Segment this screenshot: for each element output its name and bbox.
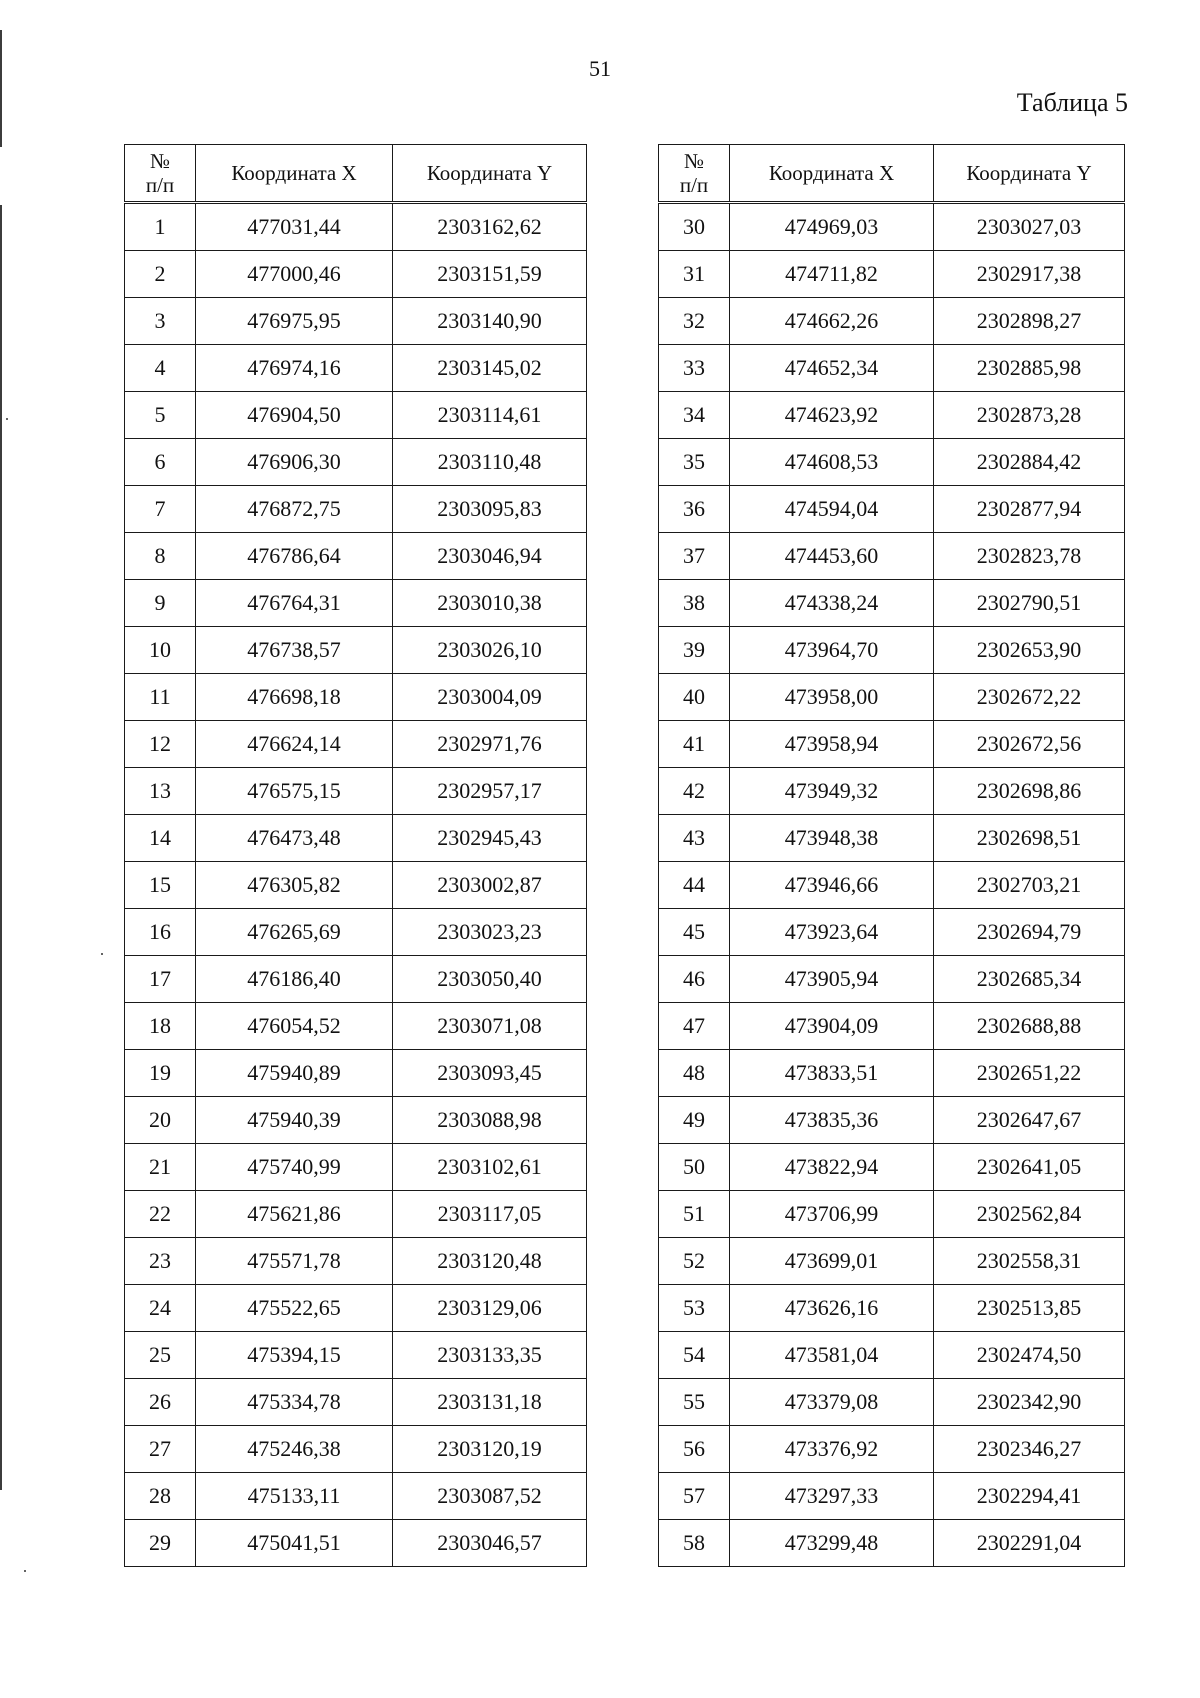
cell-coordinate-x: 476975,95 (196, 298, 393, 345)
cell-point-number: 52 (659, 1238, 730, 1285)
cell-point-number: 41 (659, 721, 730, 768)
cell-coordinate-y: 2302346,27 (934, 1426, 1125, 1473)
cell-coordinate-x: 476305,82 (196, 862, 393, 909)
table-row (125, 1285, 587, 1332)
cell-coordinate-y: 2302653,90 (934, 627, 1125, 674)
cell-point-number: 35 (659, 439, 730, 486)
cell-coordinate-x: 473948,38 (730, 815, 934, 862)
table-row (125, 298, 587, 345)
header-number-sign: № (683, 148, 705, 173)
cell-point-number: 47 (659, 1003, 730, 1050)
cell-coordinate-y: 2303046,94 (393, 533, 587, 580)
table-caption: Таблица 5 (1016, 88, 1128, 117)
cell-point-number: 31 (659, 251, 730, 298)
header-coordinate-x: Координата X (730, 145, 934, 203)
table-row (659, 580, 1125, 627)
cell-coordinate-x: 476186,40 (196, 956, 393, 1003)
cell-coordinate-y: 2303093,45 (393, 1050, 587, 1097)
cell-coordinate-x: 473379,08 (730, 1379, 934, 1426)
cell-coordinate-x: 474711,82 (730, 251, 934, 298)
cell-point-number: 29 (125, 1520, 196, 1567)
cell-point-number: 44 (659, 862, 730, 909)
scan-speck (6, 418, 8, 420)
table-row (659, 1332, 1125, 1379)
table-row (659, 439, 1125, 486)
cell-coordinate-x: 473626,16 (730, 1285, 934, 1332)
table-row (125, 1144, 587, 1191)
header-coordinate-y: Координата Y (934, 145, 1125, 203)
table-row (659, 251, 1125, 298)
cell-point-number: 20 (125, 1097, 196, 1144)
cell-coordinate-x: 473822,94 (730, 1144, 934, 1191)
cell-coordinate-y: 2303129,06 (393, 1285, 587, 1332)
cell-point-number: 46 (659, 956, 730, 1003)
cell-coordinate-y: 2303004,09 (393, 674, 587, 721)
cell-coordinate-x: 473835,36 (730, 1097, 934, 1144)
cell-coordinate-x: 475246,38 (196, 1426, 393, 1473)
cell-coordinate-x: 477000,46 (196, 251, 393, 298)
table-row (659, 486, 1125, 533)
header-coordinate-y: Координата Y (393, 145, 587, 203)
cell-coordinate-y: 2303114,61 (393, 392, 587, 439)
cell-coordinate-y: 2302898,27 (934, 298, 1125, 345)
cell-point-number: 28 (125, 1473, 196, 1520)
cell-coordinate-y: 2303120,19 (393, 1426, 587, 1473)
cell-coordinate-x: 475522,65 (196, 1285, 393, 1332)
cell-coordinate-y: 2302294,41 (934, 1473, 1125, 1520)
cell-coordinate-x: 474623,92 (730, 392, 934, 439)
cell-coordinate-x: 476738,57 (196, 627, 393, 674)
cell-coordinate-x: 476473,48 (196, 815, 393, 862)
cell-coordinate-y: 2302945,43 (393, 815, 587, 862)
table-row (659, 1144, 1125, 1191)
cell-coordinate-y: 2302790,51 (934, 580, 1125, 627)
cell-coordinate-y: 2303087,52 (393, 1473, 587, 1520)
table-row (659, 1003, 1125, 1050)
cell-coordinate-y: 2303151,59 (393, 251, 587, 298)
cell-point-number: 6 (125, 439, 196, 486)
cell-point-number: 14 (125, 815, 196, 862)
cell-coordinate-x: 476906,30 (196, 439, 393, 486)
table-row (659, 956, 1125, 1003)
table-row (659, 1050, 1125, 1097)
cell-coordinate-x: 473699,01 (730, 1238, 934, 1285)
table-row (125, 1238, 587, 1285)
table-row (659, 1379, 1125, 1426)
table-row (659, 392, 1125, 439)
cell-coordinate-y: 2302698,51 (934, 815, 1125, 862)
table-row (659, 768, 1125, 815)
cell-coordinate-y: 2302823,78 (934, 533, 1125, 580)
table-row (125, 486, 587, 533)
page-number: 51 (589, 56, 611, 81)
cell-point-number: 58 (659, 1520, 730, 1567)
cell-coordinate-y: 2303046,57 (393, 1520, 587, 1567)
table-body-right (659, 203, 1125, 1567)
table-row (659, 298, 1125, 345)
cell-coordinate-y: 2302558,31 (934, 1238, 1125, 1285)
table-row (125, 956, 587, 1003)
table-row (659, 674, 1125, 721)
table-row (659, 533, 1125, 580)
table-row (125, 1379, 587, 1426)
table-row (659, 1426, 1125, 1473)
cell-coordinate-y: 2303027,03 (934, 203, 1125, 251)
cell-point-number: 49 (659, 1097, 730, 1144)
cell-point-number: 3 (125, 298, 196, 345)
cell-point-number: 39 (659, 627, 730, 674)
cell-coordinate-x: 473904,09 (730, 1003, 934, 1050)
table-body-left (125, 203, 587, 1567)
cell-coordinate-y: 2302884,42 (934, 439, 1125, 486)
cell-coordinate-y: 2302513,85 (934, 1285, 1125, 1332)
cell-point-number: 30 (659, 203, 730, 251)
cell-coordinate-x: 474608,53 (730, 439, 934, 486)
cell-point-number: 54 (659, 1332, 730, 1379)
scan-speck (101, 953, 103, 955)
table-row (125, 1426, 587, 1473)
cell-coordinate-x: 473297,33 (730, 1473, 934, 1520)
cell-point-number: 43 (659, 815, 730, 862)
cell-point-number: 10 (125, 627, 196, 674)
cell-coordinate-y: 2302651,22 (934, 1050, 1125, 1097)
cell-coordinate-y: 2302971,76 (393, 721, 587, 768)
cell-coordinate-x: 476872,75 (196, 486, 393, 533)
table-row (125, 768, 587, 815)
cell-coordinate-x: 475571,78 (196, 1238, 393, 1285)
table-row (125, 1097, 587, 1144)
cell-point-number: 17 (125, 956, 196, 1003)
cell-coordinate-x: 473299,48 (730, 1520, 934, 1567)
table-header-row (125, 145, 587, 203)
header-coordinate-x: Координата X (196, 145, 393, 203)
cell-coordinate-x: 475740,99 (196, 1144, 393, 1191)
table-row (659, 627, 1125, 674)
cell-coordinate-x: 473923,64 (730, 909, 934, 956)
cell-point-number: 1 (125, 203, 196, 251)
cell-coordinate-y: 2302917,38 (934, 251, 1125, 298)
cell-coordinate-y: 2303088,98 (393, 1097, 587, 1144)
cell-coordinate-x: 474652,34 (730, 345, 934, 392)
cell-point-number: 57 (659, 1473, 730, 1520)
cell-point-number: 16 (125, 909, 196, 956)
cell-coordinate-y: 2302647,67 (934, 1097, 1125, 1144)
cell-point-number: 51 (659, 1191, 730, 1238)
cell-coordinate-x: 473905,94 (730, 956, 934, 1003)
cell-point-number: 36 (659, 486, 730, 533)
cell-coordinate-y: 2302703,21 (934, 862, 1125, 909)
cell-coordinate-x: 477031,44 (196, 203, 393, 251)
cell-coordinate-x: 474594,04 (730, 486, 934, 533)
cell-point-number: 32 (659, 298, 730, 345)
cell-coordinate-x: 473833,51 (730, 1050, 934, 1097)
table-row (125, 1332, 587, 1379)
table-row (125, 251, 587, 298)
cell-coordinate-y: 2302688,88 (934, 1003, 1125, 1050)
cell-coordinate-x: 474338,24 (730, 580, 934, 627)
cell-point-number: 37 (659, 533, 730, 580)
cell-coordinate-x: 473964,70 (730, 627, 934, 674)
cell-coordinate-x: 475940,89 (196, 1050, 393, 1097)
cell-coordinate-x: 476265,69 (196, 909, 393, 956)
cell-coordinate-x: 476764,31 (196, 580, 393, 627)
cell-point-number: 45 (659, 909, 730, 956)
cell-coordinate-y: 2303023,23 (393, 909, 587, 956)
cell-coordinate-x: 475041,51 (196, 1520, 393, 1567)
table-row (125, 862, 587, 909)
cell-coordinate-x: 473581,04 (730, 1332, 934, 1379)
cell-point-number: 7 (125, 486, 196, 533)
table-row (125, 203, 587, 251)
header-number-abbr: п/п (145, 173, 175, 197)
cell-coordinate-y: 2302877,94 (934, 486, 1125, 533)
cell-coordinate-x: 476974,16 (196, 345, 393, 392)
cell-coordinate-y: 2302957,17 (393, 768, 587, 815)
table-row (659, 721, 1125, 768)
table-row (659, 203, 1125, 251)
table-row (125, 580, 587, 627)
cell-coordinate-x: 475394,15 (196, 1332, 393, 1379)
cell-coordinate-y: 2303131,18 (393, 1379, 587, 1426)
cell-point-number: 42 (659, 768, 730, 815)
cell-coordinate-x: 473958,94 (730, 721, 934, 768)
coordinates-table-right (658, 144, 1125, 1567)
cell-point-number: 48 (659, 1050, 730, 1097)
cell-point-number: 56 (659, 1426, 730, 1473)
cell-point-number: 55 (659, 1379, 730, 1426)
cell-coordinate-x: 475334,78 (196, 1379, 393, 1426)
table-row (125, 392, 587, 439)
cell-point-number: 21 (125, 1144, 196, 1191)
table-row (125, 1191, 587, 1238)
cell-point-number: 11 (125, 674, 196, 721)
cell-point-number: 8 (125, 533, 196, 580)
cell-coordinate-x: 473949,32 (730, 768, 934, 815)
cell-coordinate-x: 476575,15 (196, 768, 393, 815)
cell-coordinate-x: 475940,39 (196, 1097, 393, 1144)
header-number (125, 145, 196, 203)
cell-coordinate-y: 2302698,86 (934, 768, 1125, 815)
cell-coordinate-x: 476698,18 (196, 674, 393, 721)
cell-coordinate-y: 2303050,40 (393, 956, 587, 1003)
cell-point-number: 33 (659, 345, 730, 392)
cell-coordinate-y: 2303095,83 (393, 486, 587, 533)
table-row (659, 345, 1125, 392)
cell-point-number: 50 (659, 1144, 730, 1191)
cell-coordinate-y: 2302641,05 (934, 1144, 1125, 1191)
cell-coordinate-x: 476624,14 (196, 721, 393, 768)
cell-coordinate-y: 2303140,90 (393, 298, 587, 345)
cell-point-number: 23 (125, 1238, 196, 1285)
cell-coordinate-y: 2303120,48 (393, 1238, 587, 1285)
table-row (659, 1238, 1125, 1285)
table-row (659, 1191, 1125, 1238)
cell-coordinate-y: 2303162,62 (393, 203, 587, 251)
cell-point-number: 38 (659, 580, 730, 627)
cell-coordinate-x: 473706,99 (730, 1191, 934, 1238)
table-row (125, 1520, 587, 1567)
cell-point-number: 15 (125, 862, 196, 909)
header-number (659, 145, 730, 203)
table-row (125, 815, 587, 862)
cell-coordinate-x: 473958,00 (730, 674, 934, 721)
cell-point-number: 25 (125, 1332, 196, 1379)
table-row (125, 674, 587, 721)
table-row (659, 1520, 1125, 1567)
scan-border-line (0, 30, 2, 1490)
cell-point-number: 24 (125, 1285, 196, 1332)
cell-coordinate-y: 2302672,56 (934, 721, 1125, 768)
cell-coordinate-x: 475621,86 (196, 1191, 393, 1238)
header-number-abbr: п/п (679, 173, 709, 197)
cell-coordinate-y: 2303002,87 (393, 862, 587, 909)
table-row (659, 1473, 1125, 1520)
cell-coordinate-y: 2303110,48 (393, 439, 587, 486)
cell-point-number: 53 (659, 1285, 730, 1332)
table-row (125, 1003, 587, 1050)
table-row (125, 909, 587, 956)
table-row (125, 345, 587, 392)
table-row (125, 1050, 587, 1097)
cell-coordinate-y: 2303102,61 (393, 1144, 587, 1191)
cell-coordinate-y: 2302873,28 (934, 392, 1125, 439)
cell-coordinate-x: 476904,50 (196, 392, 393, 439)
cell-coordinate-y: 2302685,34 (934, 956, 1125, 1003)
cell-point-number: 27 (125, 1426, 196, 1473)
cell-point-number: 19 (125, 1050, 196, 1097)
cell-coordinate-x: 474453,60 (730, 533, 934, 580)
cell-coordinate-y: 2302474,50 (934, 1332, 1125, 1379)
table-header-row (659, 145, 1125, 203)
table-row (659, 815, 1125, 862)
scan-speck (24, 1570, 26, 1572)
cell-coordinate-y: 2302694,79 (934, 909, 1125, 956)
table-row (659, 1285, 1125, 1332)
table-row (125, 1473, 587, 1520)
cell-coordinate-y: 2302562,84 (934, 1191, 1125, 1238)
cell-point-number: 40 (659, 674, 730, 721)
cell-coordinate-x: 475133,11 (196, 1473, 393, 1520)
table-row (659, 909, 1125, 956)
table-row (125, 439, 587, 486)
cell-coordinate-y: 2303010,38 (393, 580, 587, 627)
cell-coordinate-y: 2303145,02 (393, 345, 587, 392)
cell-coordinate-y: 2303026,10 (393, 627, 587, 674)
cell-point-number: 18 (125, 1003, 196, 1050)
cell-coordinate-y: 2303133,35 (393, 1332, 587, 1379)
cell-point-number: 5 (125, 392, 196, 439)
cell-coordinate-y: 2303117,05 (393, 1191, 587, 1238)
table-row (125, 627, 587, 674)
cell-coordinate-x: 474662,26 (730, 298, 934, 345)
cell-coordinate-y: 2302291,04 (934, 1520, 1125, 1567)
cell-point-number: 9 (125, 580, 196, 627)
cell-coordinate-y: 2303071,08 (393, 1003, 587, 1050)
cell-point-number: 12 (125, 721, 196, 768)
cell-coordinate-x: 473946,66 (730, 862, 934, 909)
table-row (125, 721, 587, 768)
cell-coordinate-x: 473376,92 (730, 1426, 934, 1473)
cell-point-number: 26 (125, 1379, 196, 1426)
table-row (659, 1097, 1125, 1144)
cell-point-number: 22 (125, 1191, 196, 1238)
cell-point-number: 4 (125, 345, 196, 392)
cell-coordinate-x: 476054,52 (196, 1003, 393, 1050)
cell-coordinate-x: 476786,64 (196, 533, 393, 580)
cell-point-number: 13 (125, 768, 196, 815)
table-row (125, 533, 587, 580)
cell-coordinate-x: 474969,03 (730, 203, 934, 251)
header-number-sign: № (149, 148, 171, 173)
coordinates-table-left (124, 144, 587, 1567)
table-row (659, 862, 1125, 909)
cell-coordinate-y: 2302342,90 (934, 1379, 1125, 1426)
cell-coordinate-y: 2302672,22 (934, 674, 1125, 721)
cell-coordinate-y: 2302885,98 (934, 345, 1125, 392)
cell-point-number: 34 (659, 392, 730, 439)
cell-point-number: 2 (125, 251, 196, 298)
